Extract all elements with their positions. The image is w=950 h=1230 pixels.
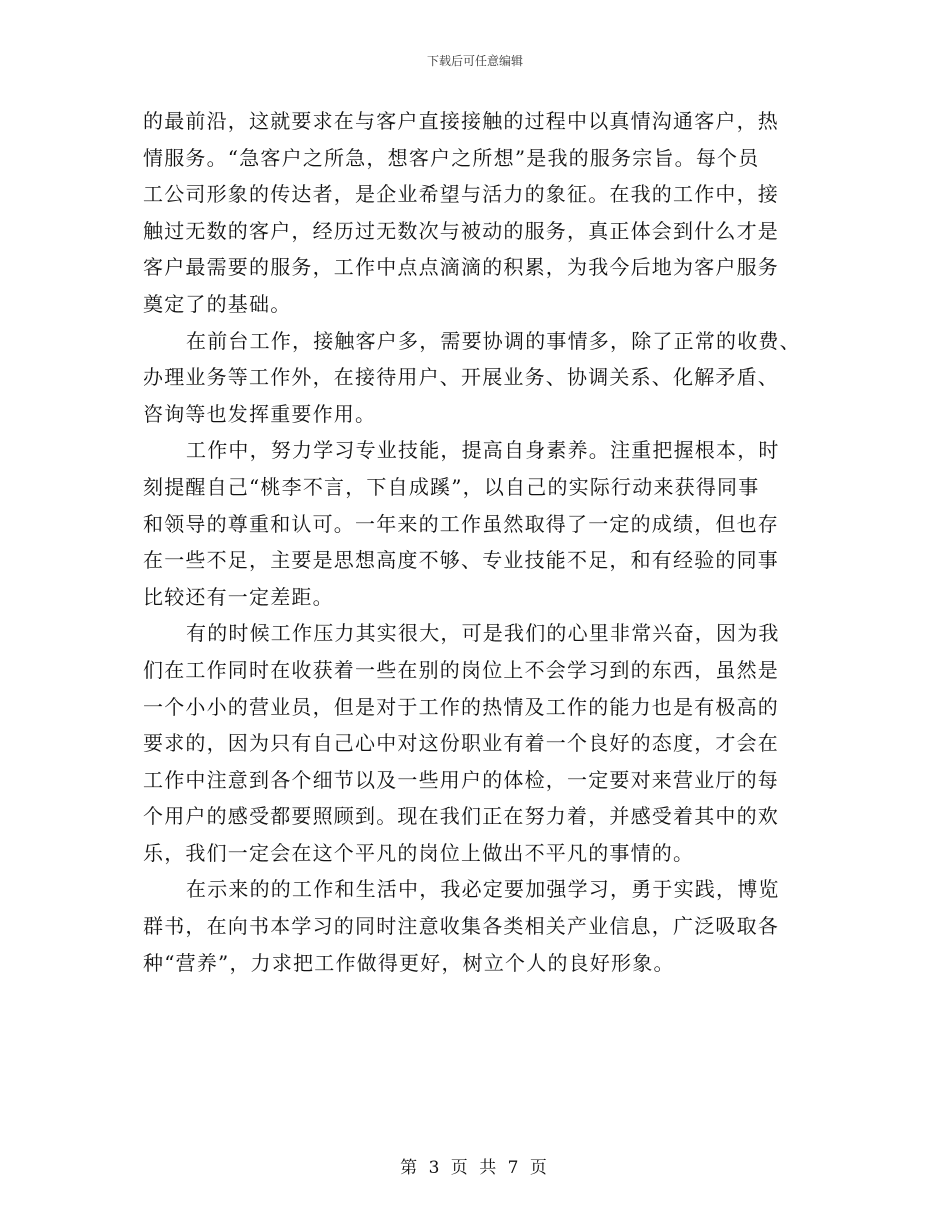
text-line: 们在工作同时在收获着一些在别的岗位上不会学习到的东西，虽然是 xyxy=(143,657,779,682)
page-number-footer: 第 3 页 共 7 页 xyxy=(400,1158,550,1178)
paragraph-5 xyxy=(143,871,803,981)
text-line: 在前台工作，接触客户多，需要协调的事情多，除了正常的收费、 xyxy=(186,328,801,353)
paragraph-2 xyxy=(143,323,803,433)
text-line: 种“营养”，力求把工作做得更好，树立个人的良好形象。 xyxy=(143,950,675,975)
text-line: 有的时候工作压力其实很大，可是我们的心里非常兴奋，因为我 xyxy=(186,621,780,646)
text-line: 一个小小的营业员，但是对于工作的热情及工作的能力也是有极高的 xyxy=(143,694,779,719)
text-line: 群书，在向书本学习的同时注意收集各类相关产业信息，广泛吸取各 xyxy=(143,914,779,939)
paragraph-4 xyxy=(143,615,803,871)
text-line: 刻提醒自己“桃李不言，下自成蹊”，以自己的实际行动来获得同事 xyxy=(143,474,760,499)
text-line: 比较还有一定差距。 xyxy=(143,584,334,609)
text-line: 办理业务等工作外，在接待用户、开展业务、协调关系、化解矛盾、 xyxy=(143,365,779,390)
text-line: 的最前沿，这就要求在与客户直接接触的过程中以真情沟通客户，热 xyxy=(143,109,779,133)
text-line: 在一些不足，主要是思想高度不够、专业技能不足，和有经验的同事 xyxy=(143,548,779,573)
text-line: 客户最需要的服务，工作中点点滴滴的积累，为我今后地为客户服务 xyxy=(143,255,779,280)
text-line: 咨询等也发挥重要作用。 xyxy=(143,401,377,426)
text-line: 工公司形象的传达者，是企业希望与活力的象征。在我的工作中，接 xyxy=(143,182,779,207)
text-line: 在示来的的工作和生活中，我必定要加强学习，勇于实践，博览 xyxy=(186,877,780,902)
text-line: 奠定了的基础。 xyxy=(143,291,292,316)
text-line: 工作中，努力学习专业技能，提高自身素养。注重把握根本，时 xyxy=(186,438,780,463)
page-header: 下载后可任意编辑 xyxy=(426,54,523,68)
paragraph-3 xyxy=(143,432,803,615)
text-line: 情服务。“急客户之所急，想客户之所想”是我的服务宗旨。每个员 xyxy=(143,145,760,170)
text-line: 要求的，因为只有自己心中对这份职业有着一个良好的态度，才会在 xyxy=(143,731,779,756)
text-line: 触过无数的客户，经历过无数次与被动的服务，真正体会到什么才是 xyxy=(143,218,779,243)
text-line: 乐，我们一定会在这个平凡的岗位上做出不平凡的事情的。 xyxy=(143,840,695,865)
text-line: 个用户的感受都要照顾到。现在我们正在努力着，并感受着其中的欢 xyxy=(143,804,779,829)
document-body xyxy=(143,103,803,981)
text-line: 和领导的尊重和认可。一年来的工作虽然取得了一定的成绩，但也存 xyxy=(143,511,779,536)
text-line: 工作中注意到各个细节以及一些用户的体检，一定要对来营业厅的每 xyxy=(143,767,779,792)
paragraph-1 xyxy=(143,103,803,323)
